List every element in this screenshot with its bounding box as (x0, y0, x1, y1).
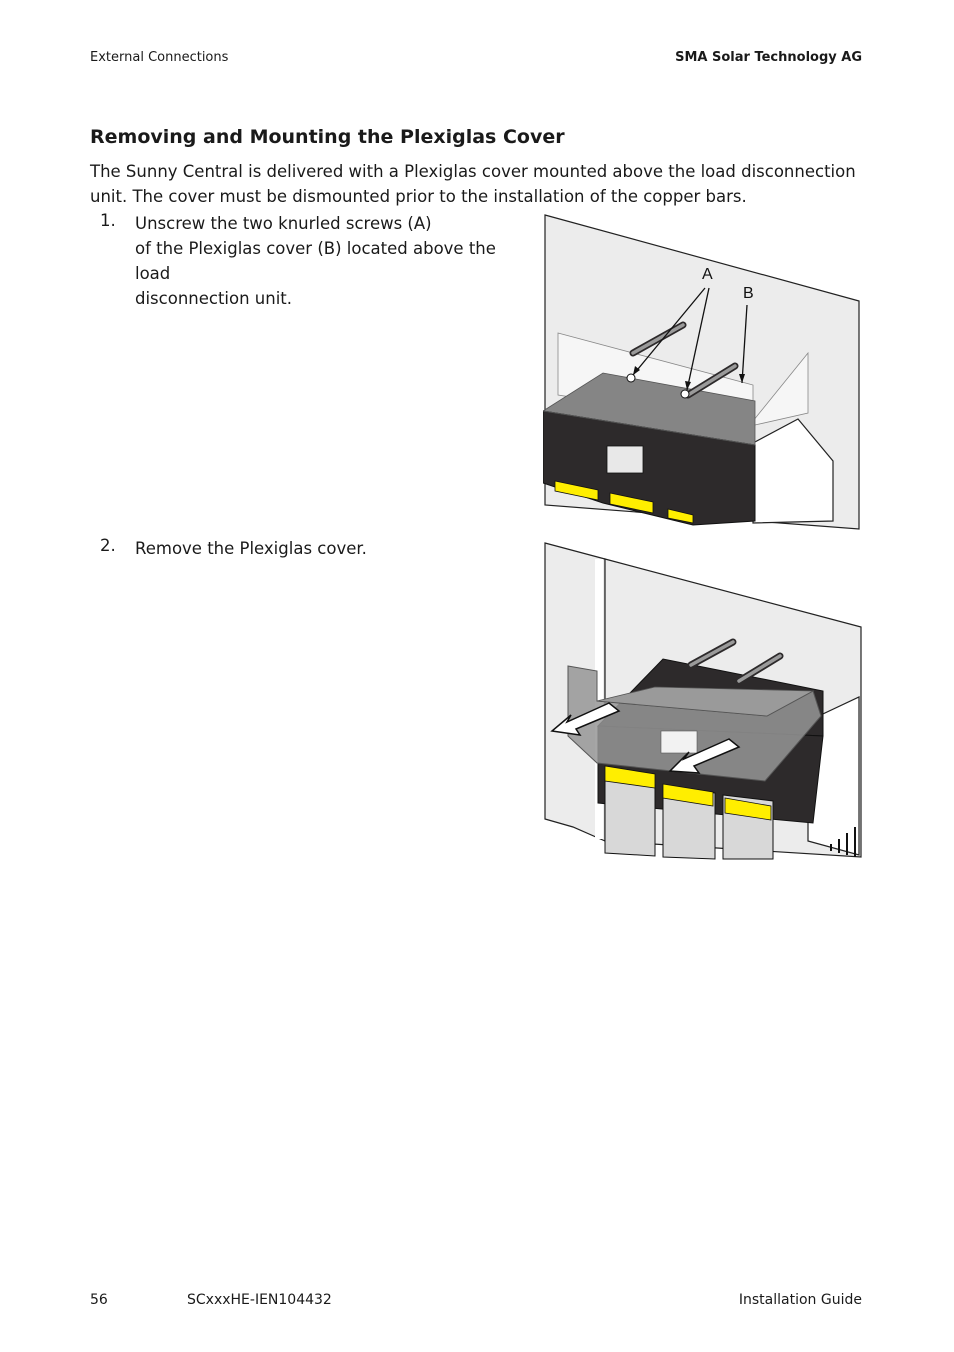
figure-remove-cover (543, 541, 863, 861)
header-company: SMA Solar Technology AG (675, 50, 862, 65)
header-section: External Connections (90, 50, 229, 65)
step-1-line: Unscrew the two knurled screws (A) (135, 214, 432, 233)
page-number: 56 (90, 1292, 108, 1308)
figure-unscrew-screws (543, 213, 861, 531)
document-id: SCxxxHE-IEN104432 (187, 1292, 332, 1308)
label-a: A (702, 266, 713, 283)
step-1-text (135, 211, 525, 311)
section-title: Removing and Mounting the Plexiglas Cover (90, 126, 565, 148)
guide-title: Installation Guide (738, 1292, 862, 1308)
intro-paragraph: The Sunny Central is delivered with a Plexiglas cover mounted above the load disconnection unit. The cover must be dismounted prior to the installation of the copper bars. (90, 162, 856, 206)
step-2-text (135, 536, 515, 561)
label-b: B (743, 285, 754, 302)
step-1-line: of the Plexiglas cover (B) located above the load (135, 239, 496, 283)
step-1-number: 1. (100, 211, 116, 230)
step-1-line: disconnection unit. (135, 289, 293, 308)
label-window (661, 731, 697, 753)
label-window (607, 446, 643, 473)
step-2-number: 2. (100, 536, 116, 555)
step-2-line: Remove the Plexiglas cover. (135, 539, 367, 558)
compartment (605, 779, 655, 856)
